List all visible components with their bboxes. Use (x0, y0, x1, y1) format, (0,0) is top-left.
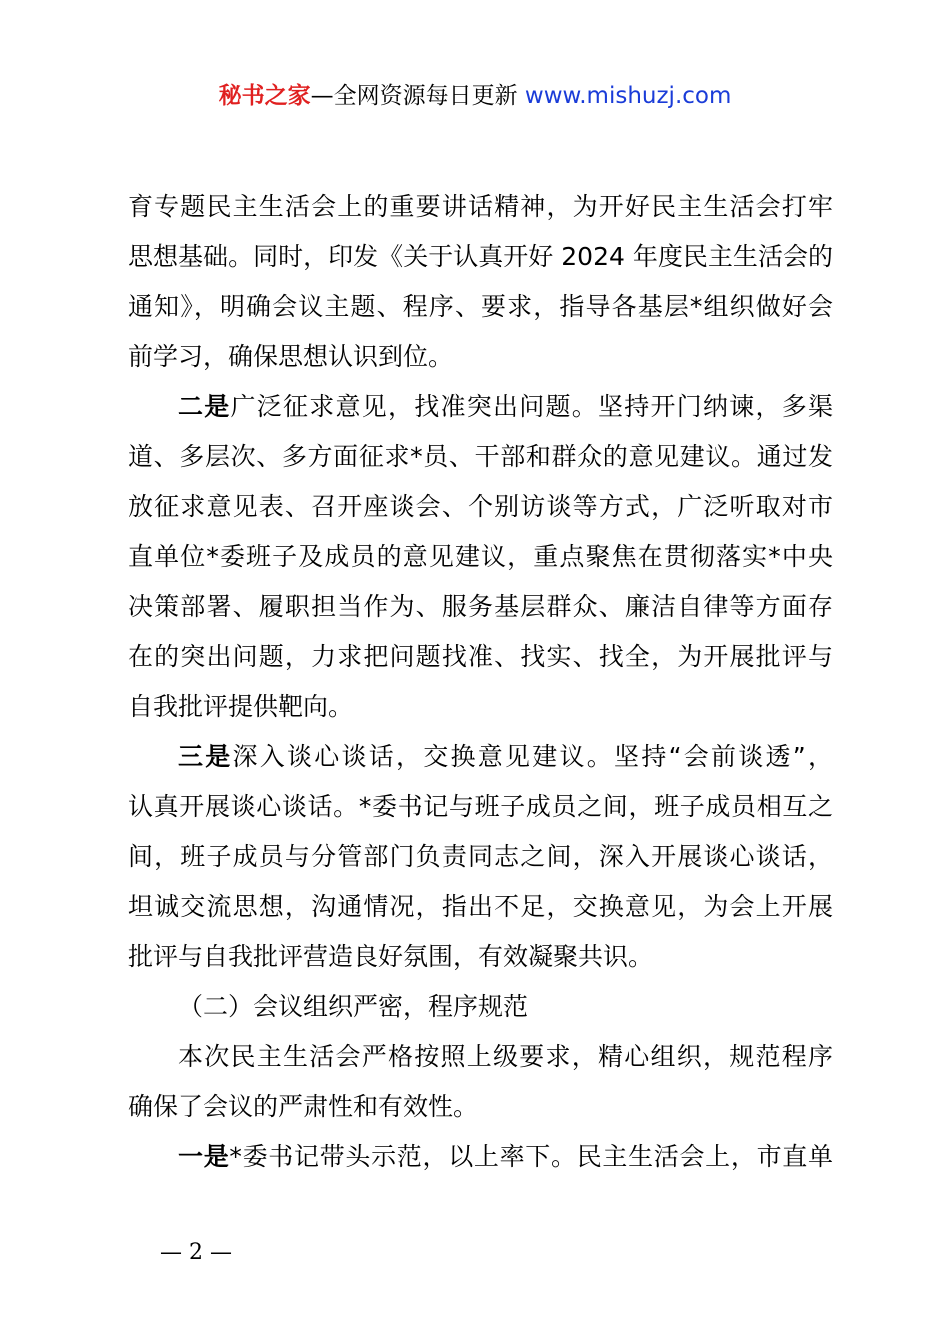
text-segment: 深入谈心谈话，交换意见建议。坚持“会前谈透”， (232, 742, 833, 771)
point-lead: 三是 (178, 742, 233, 771)
text-line (128, 382, 833, 432)
text-line: 通知》，明确会议主题、程序、要求，指导各基层*组织做好会 (128, 292, 833, 321)
text-line: 间，班子成员与分管部门负责同志之间，深入开展谈心谈话， (128, 842, 833, 871)
text-segment: *委书记带头示范，以上率下。民主生活会上，市直单 (229, 1142, 833, 1171)
text-line (128, 1132, 833, 1182)
text-line: 前学习，确保思想认识到位。 (128, 342, 454, 371)
text-line (128, 732, 833, 782)
text-segment: 广泛征求意见，找准突出问题。坚持开门纳谏，多渠 (230, 392, 833, 421)
site-banner (0, 80, 950, 112)
text-line: 思想基础。同时，印发《关于认真开好 2024 年度民主生活会的 (128, 242, 833, 271)
point-lead: 一是 (178, 1142, 230, 1171)
site-url-link[interactable]: www.mishuzj.com (524, 83, 732, 109)
text-line: 自我批评提供靶向。 (128, 692, 354, 721)
point-lead: 二是 (178, 392, 231, 421)
document-body (128, 182, 833, 1182)
text-line: 本次民主生活会严格按照上级要求，精心组织，规范程序 (178, 1042, 833, 1071)
text-line: 认真开展谈心谈话。*委书记与班子成员之间，班子成员相互之 (128, 792, 833, 821)
text-line: 直单位*委班子及成员的意见建议，重点聚焦在贯彻落实*中央 (128, 542, 833, 571)
text-line: 在的突出问题，力求把问题找准、找实、找全，为开展批评与 (128, 642, 833, 671)
text-line: 放征求意见表、召开座谈会、个别访谈等方式，广泛听取对市 (128, 492, 833, 521)
text-line: 道、多层次、多方面征求*员、干部和群众的意见建议。通过发 (128, 442, 833, 471)
text-line: 批评与自我批评营造良好氛围，有效凝聚共识。 (128, 942, 654, 971)
site-brand: 秘书之家 (218, 83, 311, 109)
text-line: 决策部署、履职担当作为、服务基层群众、廉洁自律等方面存 (128, 592, 833, 621)
text-line: 育专题民主生活会上的重要讲话精神，为开好民主生活会打牢 (128, 192, 833, 221)
text-line: 坦诚交流思想，沟通情况，指出不足，交换意见，为会上开展 (128, 892, 833, 921)
page-number: — 2 — (160, 1240, 232, 1265)
section-heading: （二）会议组织严密，程序规范 (178, 992, 529, 1021)
text-line: 确保了会议的严肃性和有效性。 (128, 1092, 479, 1121)
site-tagline: —全网资源每日更新 (310, 83, 518, 109)
